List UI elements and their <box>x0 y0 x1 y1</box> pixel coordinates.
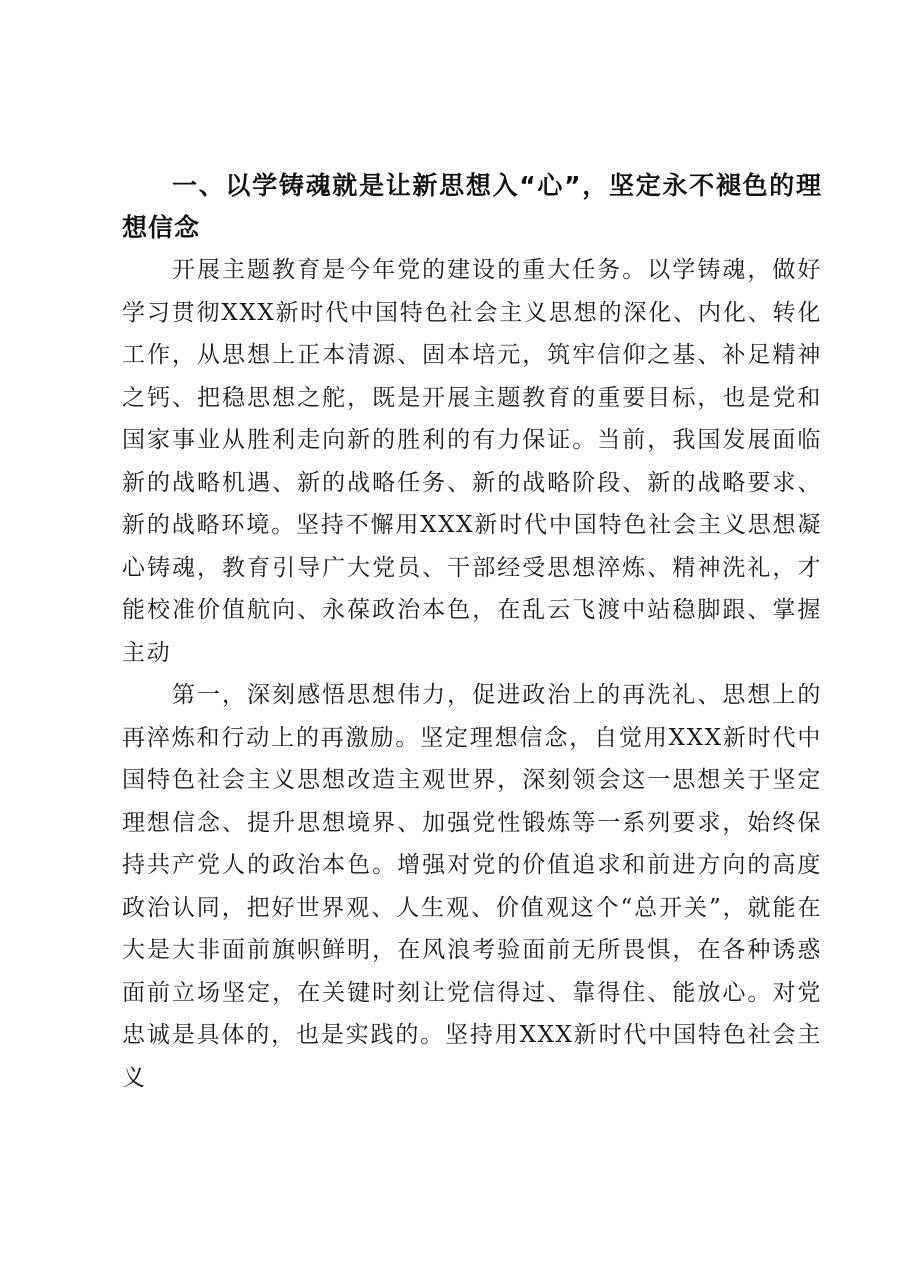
paragraph-intro: 开展主题教育是今年党的建设的重大任务。以学铸魂，做好学习贯彻XXX新时代中国特色社会主义思想的深化、内化、转化工作，从思想上正本清源、固本培元，筑牢信仰之基、补足精神之钙、把稳思想之舵，既是开展主题教育的重要目标，也是党和国家事业从胜利走向新的胜利的有力保证。当前，我国发展面临新的战略机遇、新的战略任务、新的战略阶段、新的战略要求、新的战略环境。坚持不懈用XXX新时代中国特色社会主义思想凝心铸魂，教育引导广大党员、干部经受思想淬炼、精神洗礼，才能校准价值航向、永葆政治本色，在乱云飞渡中站稳脚跟、掌握主动 <box>122 257 822 666</box>
document-body <box>122 165 822 1099</box>
section-heading: 一、以学铸魂就是让新思想入“心”，坚定永不褪色的理想信念 <box>122 171 822 242</box>
paragraph-first-point: 第一，深刻感悟思想伟力，促进政治上的再洗礼、思想上的再淬炼和行动上的再激励。坚定理想信念，自觉用XXX新时代中国特色社会主义思想改造主观世界，深刻领会这一思想关于坚定理想信念、提升思想境界、加强党性锻炼等一系列要求，始终保持共产党人的政治本色。增强对党的价值追求和前进方向的高度政治认同，把好世界观、人生观、价值观这个“总开关”，就能在大是大非面前旗帜鲜明，在风浪考验面前无所畏惧，在各种诱惑面前立场坚定，在关键时刻让党信得过、靠得住、能放心。对党忠诚是具体的，也是实践的。坚持用XXX新时代中国特色社会主义 <box>122 682 822 1091</box>
